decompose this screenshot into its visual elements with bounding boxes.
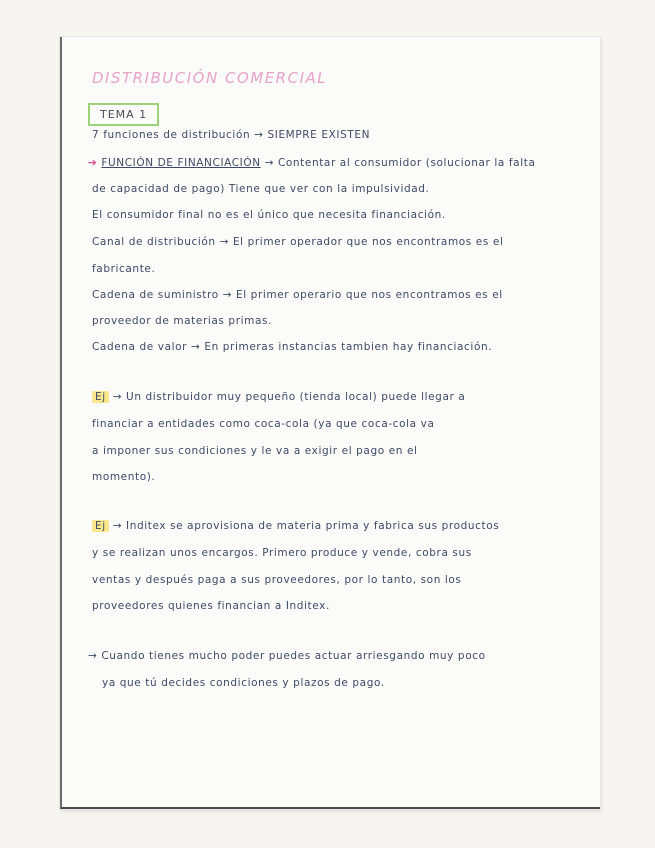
heading-financiacion: FUNCIÓN DE FINANCIACIÓN bbox=[101, 157, 261, 169]
page-title: DISTRIBUCIÓN COMERCIAL bbox=[92, 69, 328, 87]
example-marker: Ej bbox=[92, 520, 109, 532]
text-line: El consumidor final no es el único que necesita financiación. bbox=[92, 209, 446, 221]
text-line: financiar a entidades como coca-cola (ya que coca-cola va bbox=[92, 418, 435, 430]
text-line: 7 funciones de distribución → SIEMPRE EXISTEN bbox=[92, 129, 371, 141]
text-line: momento). bbox=[92, 471, 156, 483]
text-fragment: → Un distribuidor muy pequeño (tienda local) puede llegar a bbox=[108, 391, 466, 403]
text-line: proveedores quienes financian a Inditex. bbox=[92, 600, 330, 612]
topic-label: TEMA 1 bbox=[88, 103, 159, 126]
text-line: Canal de distribución → El primer operador que nos encontramos es el bbox=[92, 236, 504, 248]
arrow-bullet-icon: ➔ bbox=[88, 157, 98, 169]
text-fragment: → Contentar al consumidor (solucionar la falta bbox=[260, 157, 536, 169]
text-line: proveedor de materias primas. bbox=[92, 315, 273, 327]
notebook-page bbox=[60, 37, 600, 809]
text-line: Cadena de valor → En primeras instancias tambien hay financiación. bbox=[92, 341, 493, 353]
text-line: de capacidad de pago) Tiene que ver con la impulsividad. bbox=[92, 183, 430, 195]
text-fragment: → Inditex se aprovisiona de materia prima y fabrica sus productos bbox=[108, 520, 500, 532]
text-line: a imponer sus condiciones y le va a exigir el pago en el bbox=[92, 445, 418, 457]
example-marker: Ej bbox=[92, 391, 109, 403]
text-line: ya que tú decides condiciones y plazos de pago. bbox=[102, 677, 385, 689]
text-line: y se realizan unos encargos. Primero produce y vende, cobra sus bbox=[92, 547, 472, 559]
text-line: Cadena de suministro → El primer operario que nos encontramos es el bbox=[92, 289, 503, 301]
text-line: fabricante. bbox=[92, 263, 156, 275]
text-line bbox=[92, 391, 465, 403]
text-line: ventas y después paga a sus proveedores, por lo tanto, son los bbox=[92, 574, 462, 586]
text-line bbox=[88, 157, 535, 169]
text-line bbox=[92, 520, 499, 532]
text-line: → Cuando tienes mucho poder puedes actuar arriesgando muy poco bbox=[88, 650, 486, 662]
